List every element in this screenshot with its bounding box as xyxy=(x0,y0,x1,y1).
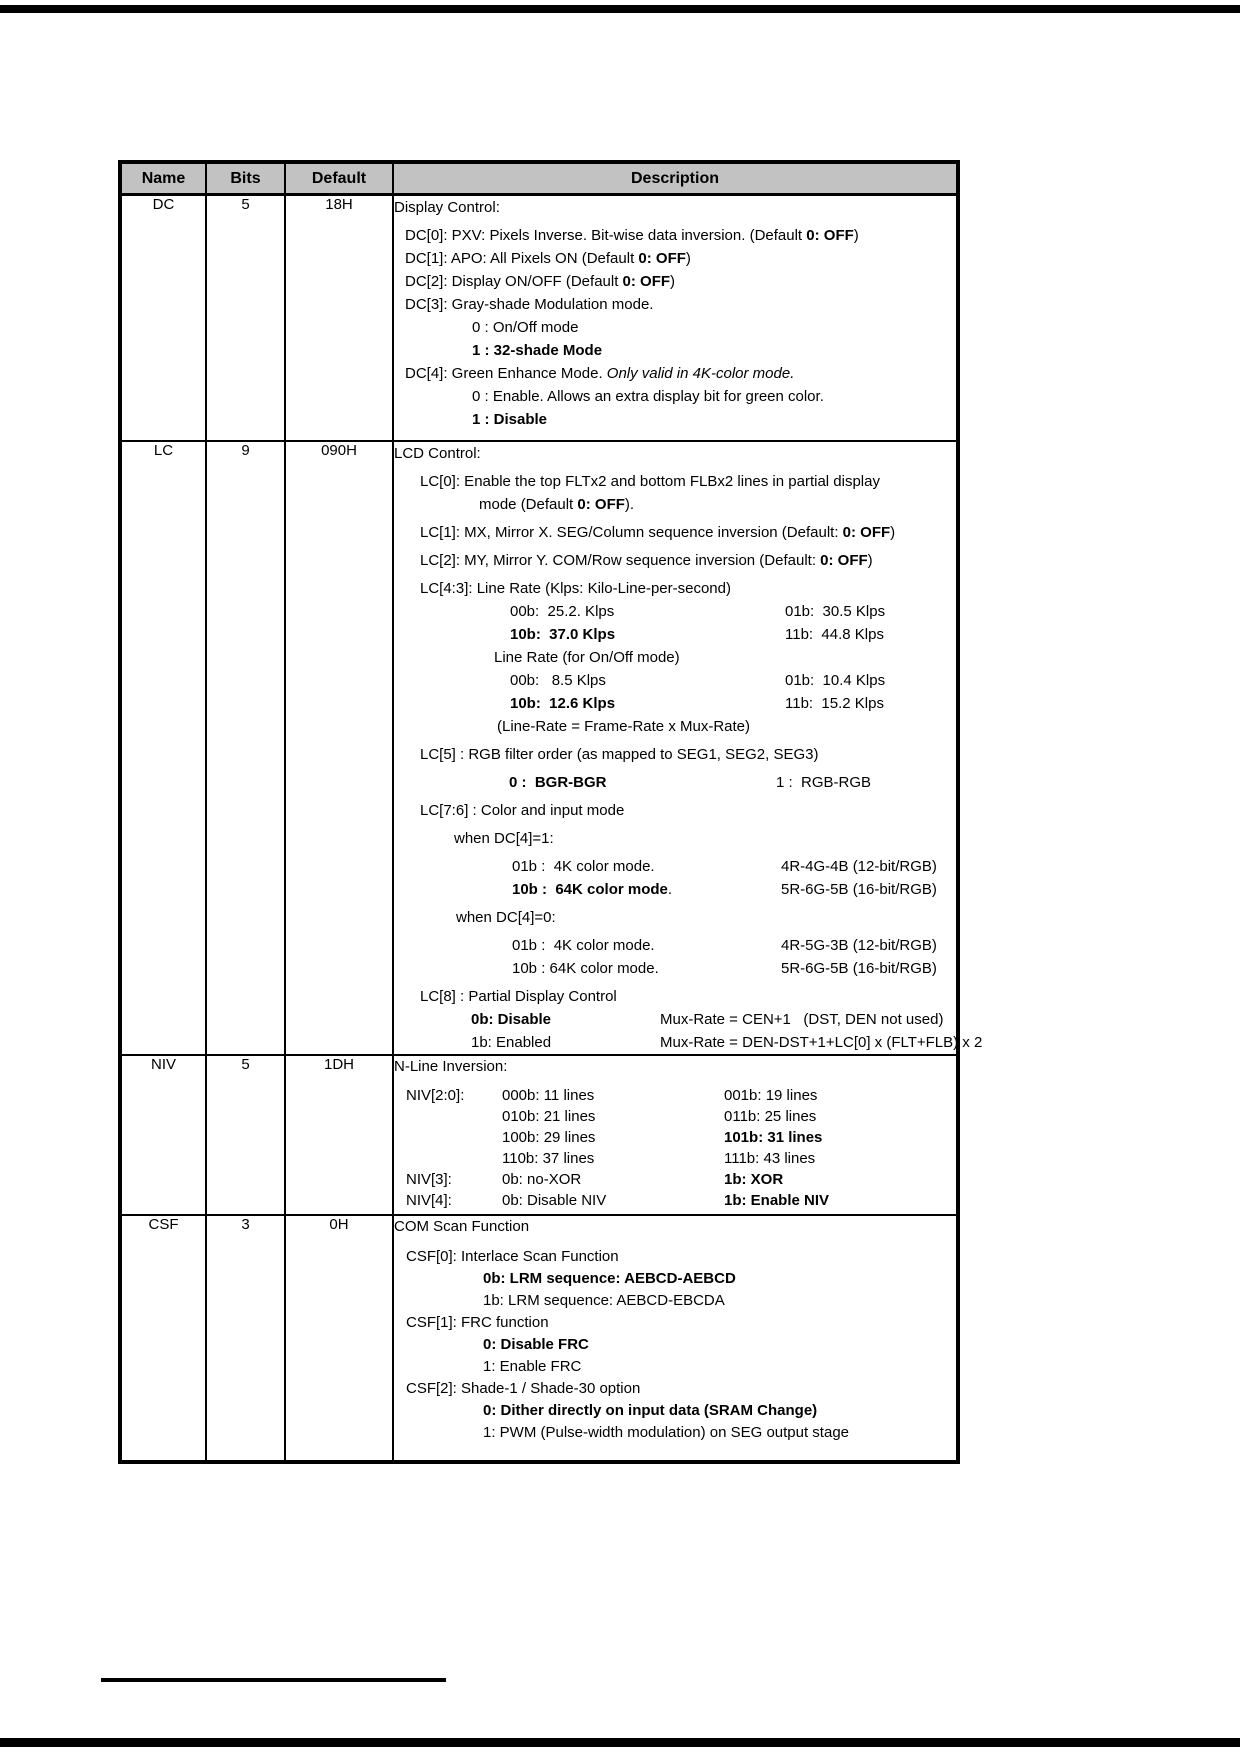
description-line xyxy=(394,1400,956,1422)
text-segment: 10b: 12.6 Klps xyxy=(510,694,616,712)
text-segment: LC[4:3]: Line Rate (Klps: Kilo-Line-per-second) xyxy=(420,579,731,597)
reg-default-cell: 1DH xyxy=(285,1055,393,1215)
text-segment: 001b: 19 lines xyxy=(724,1086,818,1104)
description-line xyxy=(394,1422,956,1444)
description-line xyxy=(394,906,956,929)
description-line xyxy=(394,1356,956,1378)
description-line xyxy=(394,247,956,270)
text-segment: 0b: no-XOR xyxy=(502,1170,582,1188)
text-segment: 110b: 37 lines xyxy=(502,1149,595,1167)
description-line xyxy=(394,1031,983,1054)
text-segment: 5R-6G-5B (16-bit/RGB) xyxy=(781,959,937,977)
text-segment: 4R-4G-4B (12-bit/RGB) xyxy=(781,857,937,875)
text-segment: 1b: LRM sequence: AEBCD-EBCDA xyxy=(483,1291,725,1309)
text-segment: 1: PWM (Pulse-width modulation) on SEG output stage xyxy=(483,1423,850,1441)
text-segment: 0b: Disable NIV xyxy=(502,1191,607,1209)
description-line xyxy=(394,293,956,316)
description-line xyxy=(394,270,956,293)
text-segment: NIV[4]: xyxy=(406,1191,452,1209)
text-segment: NIV[3]: xyxy=(406,1170,452,1188)
description-line xyxy=(394,1085,956,1106)
text-segment: (Line-Rate = Frame-Rate x Mux-Rate) xyxy=(497,717,750,735)
text-segment: 4R-5G-3B (12-bit/RGB) xyxy=(781,936,937,954)
text-segment: Mux-Rate = DEN-DST+1+LC[0] x (FLT+FLB) x 2 xyxy=(660,1033,983,1051)
text-segment: 01b : 4K color mode. xyxy=(512,857,655,875)
text-segment: 000b: 11 lines xyxy=(502,1086,595,1104)
text-segment: Line Rate (for On/Off mode) xyxy=(494,648,680,666)
description-line xyxy=(394,878,956,901)
table-body xyxy=(120,195,983,1462)
description-line xyxy=(394,549,956,572)
description-line xyxy=(394,339,956,362)
description-line xyxy=(394,1008,956,1031)
text-segment: Display Control: xyxy=(394,199,500,216)
text-segment: 11b: 15.2 Klps xyxy=(785,694,884,712)
text-segment: . xyxy=(667,880,673,898)
reg-description-cell xyxy=(393,195,958,441)
text-segment: Mux-Rate = CEN+1 (DST, DEN not used) xyxy=(660,1010,944,1028)
text-segment: DC[3]: Gray-shade Modulation mode. xyxy=(405,296,654,313)
text-segment: NIV[2:0]: xyxy=(406,1086,465,1104)
description-line xyxy=(394,771,956,794)
description-line xyxy=(394,1148,956,1169)
reg-name-cell: LC xyxy=(120,441,206,1055)
text-segment: LCD Control: xyxy=(394,444,481,462)
text-segment: 0: Disable FRC xyxy=(483,1335,589,1353)
text-segment: N-Line Inversion: xyxy=(394,1057,508,1075)
table-row-niv xyxy=(120,1055,958,1215)
text-segment: 0 : On/Off mode xyxy=(472,319,579,336)
text-segment: ). xyxy=(624,495,635,513)
reg-bits-cell: 9 xyxy=(206,441,285,1055)
text-segment: COM Scan Function xyxy=(394,1217,530,1235)
table-row-lc xyxy=(120,441,958,1055)
description-line xyxy=(394,1190,956,1211)
text-segment: 00b: 8.5 Klps xyxy=(510,671,606,689)
text-segment: CSF[0]: Interlace Scan Function xyxy=(406,1247,619,1265)
table-row-dc xyxy=(120,195,958,441)
description-line xyxy=(394,646,956,669)
text-segment: 1b: XOR xyxy=(724,1170,784,1188)
text-segment: ) xyxy=(867,551,873,569)
register-table xyxy=(118,160,983,1464)
description-line xyxy=(394,1312,956,1334)
reg-description-cell xyxy=(393,441,983,1055)
text-segment: 1 : 32-shade Mode xyxy=(472,342,603,359)
description-line xyxy=(394,362,956,385)
description-line xyxy=(394,669,956,692)
text-segment: 1b: Enable NIV xyxy=(724,1191,830,1209)
column-header-default: Default xyxy=(285,162,393,195)
text-segment: CSF[1]: FRC function xyxy=(406,1313,549,1331)
text-segment: mode (Default xyxy=(479,495,578,513)
text-segment: 0b: LRM sequence: AEBCD-AEBCD xyxy=(483,1269,736,1287)
reg-name-cell: DC xyxy=(120,195,206,441)
text-segment: 1: Enable FRC xyxy=(483,1357,582,1375)
reg-description-cell xyxy=(393,1055,958,1215)
description-line xyxy=(394,1334,956,1356)
text-segment: 1b: Enabled xyxy=(471,1033,552,1051)
text-segment: 010b: 21 lines xyxy=(502,1107,596,1125)
bottom-rule xyxy=(0,1738,1240,1747)
text-segment: 0b: Disable xyxy=(471,1010,552,1028)
text-segment: DC[1]: APO: All Pixels ON (Default xyxy=(405,250,639,267)
text-segment: 100b: 29 lines xyxy=(502,1128,596,1146)
text-segment: 0 : BGR-BGR xyxy=(509,773,607,791)
text-segment: when DC[4]=1: xyxy=(454,829,554,847)
text-segment: 0: OFF xyxy=(820,551,868,569)
text-segment: DC[2]: Display ON/OFF (Default xyxy=(405,273,623,290)
description-line xyxy=(394,1290,956,1312)
text-segment: 0: OFF xyxy=(842,523,891,541)
column-header-description: Description xyxy=(393,162,958,195)
text-segment: 00b: 25.2. Klps xyxy=(510,602,615,620)
description-line xyxy=(394,1378,956,1400)
text-segment: ) xyxy=(890,523,896,541)
description-line xyxy=(394,196,956,219)
description-line xyxy=(394,1216,956,1238)
description-line xyxy=(394,1127,956,1148)
text-segment: 11b: 44.8 Klps xyxy=(785,625,884,643)
reg-description-cell xyxy=(393,1215,958,1462)
description-line xyxy=(394,521,956,544)
description-line xyxy=(394,715,956,738)
description-line xyxy=(394,1246,956,1268)
text-segment: 0: OFF xyxy=(622,273,671,290)
text-segment: 1 : RGB-RGB xyxy=(776,773,872,791)
description-line xyxy=(394,985,956,1008)
description-line xyxy=(394,493,956,516)
description-line xyxy=(394,1106,956,1127)
reg-default-cell: 090H xyxy=(285,441,393,1055)
text-segment: 0 : Enable. Allows an extra display bit for green color. xyxy=(472,388,824,405)
text-segment: 01b: 30.5 Klps xyxy=(785,602,886,620)
description-line xyxy=(394,692,956,715)
text-segment: 0: OFF xyxy=(638,250,686,267)
text-segment: DC[4]: Green Enhance Mode. xyxy=(405,365,607,382)
text-segment: when DC[4]=0: xyxy=(456,908,556,926)
text-segment: DC[0]: PXV: Pixels Inverse. Bit-wise data inversion. (Default xyxy=(405,227,807,244)
description-line xyxy=(394,1169,956,1190)
text-segment: LC[5] : RGB filter order (as mapped to SEG1, SEG2, SEG3) xyxy=(420,745,819,763)
description-line xyxy=(394,385,956,408)
text-segment: 0: Dither directly on input data (SRAM Change) xyxy=(483,1401,818,1419)
text-segment: LC[0]: Enable the top FLTx2 and bottom FLBx2 lines in partial display xyxy=(420,472,880,490)
text-segment: 01b: 10.4 Klps xyxy=(785,671,886,689)
description-line xyxy=(394,316,956,339)
text-segment: 101b: 31 lines xyxy=(724,1128,823,1146)
description-line xyxy=(394,827,956,850)
text-segment: LC[1]: MX, Mirror X. SEG/Column sequence inversion (Default: xyxy=(420,523,843,541)
description-line xyxy=(394,1056,956,1077)
description-line xyxy=(394,224,956,247)
reg-default-cell: 0H xyxy=(285,1215,393,1462)
text-segment: ) xyxy=(853,227,859,244)
text-segment: ) xyxy=(670,273,676,290)
reg-bits-cell: 5 xyxy=(206,1055,285,1215)
text-segment: 01b : 4K color mode. xyxy=(512,936,655,954)
description-line xyxy=(394,470,956,493)
description-line xyxy=(394,934,956,957)
description-line xyxy=(394,442,956,465)
description-line xyxy=(394,577,956,600)
description-line xyxy=(394,855,956,878)
text-segment: 10b : 64K color mode xyxy=(512,880,668,898)
text-segment: 0: OFF xyxy=(806,227,854,244)
top-rule xyxy=(0,5,1240,13)
reg-bits-cell: 5 xyxy=(206,195,285,441)
text-segment: 1 : Disable xyxy=(472,411,548,428)
text-segment: CSF[2]: Shade-1 / Shade-30 option xyxy=(406,1379,641,1397)
description-line xyxy=(394,623,956,646)
description-line xyxy=(394,600,956,623)
text-segment: 011b: 25 lines xyxy=(724,1107,817,1125)
text-segment: Only valid in 4K-color mode. xyxy=(606,365,795,382)
column-header-bits: Bits xyxy=(206,162,285,195)
table-header-row xyxy=(120,162,958,195)
text-segment: LC[8] : Partial Display Control xyxy=(420,987,617,1005)
footnote-rule xyxy=(101,1678,446,1682)
description-line xyxy=(394,1268,956,1290)
reg-name-cell: CSF xyxy=(120,1215,206,1462)
reg-name-cell: NIV xyxy=(120,1055,206,1215)
description-line xyxy=(394,743,956,766)
text-segment: 5R-6G-5B (16-bit/RGB) xyxy=(781,880,937,898)
description-line xyxy=(394,957,956,980)
text-segment: 10b: 37.0 Klps xyxy=(510,625,616,643)
reg-bits-cell: 3 xyxy=(206,1215,285,1462)
text-segment: 10b : 64K color mode. xyxy=(512,959,659,977)
text-segment: 111b: 43 lines xyxy=(724,1149,816,1167)
text-segment: ) xyxy=(685,250,691,267)
description-line xyxy=(394,799,956,822)
table-row-csf xyxy=(120,1215,958,1462)
reg-default-cell: 18H xyxy=(285,195,393,441)
text-segment: LC[7:6] : Color and input mode xyxy=(420,801,625,819)
text-segment: LC[2]: MY, Mirror Y. COM/Row sequence inversion (Default: xyxy=(420,551,821,569)
text-segment: 0: OFF xyxy=(577,495,625,513)
column-header-name: Name xyxy=(120,162,206,195)
description-line xyxy=(394,408,956,431)
